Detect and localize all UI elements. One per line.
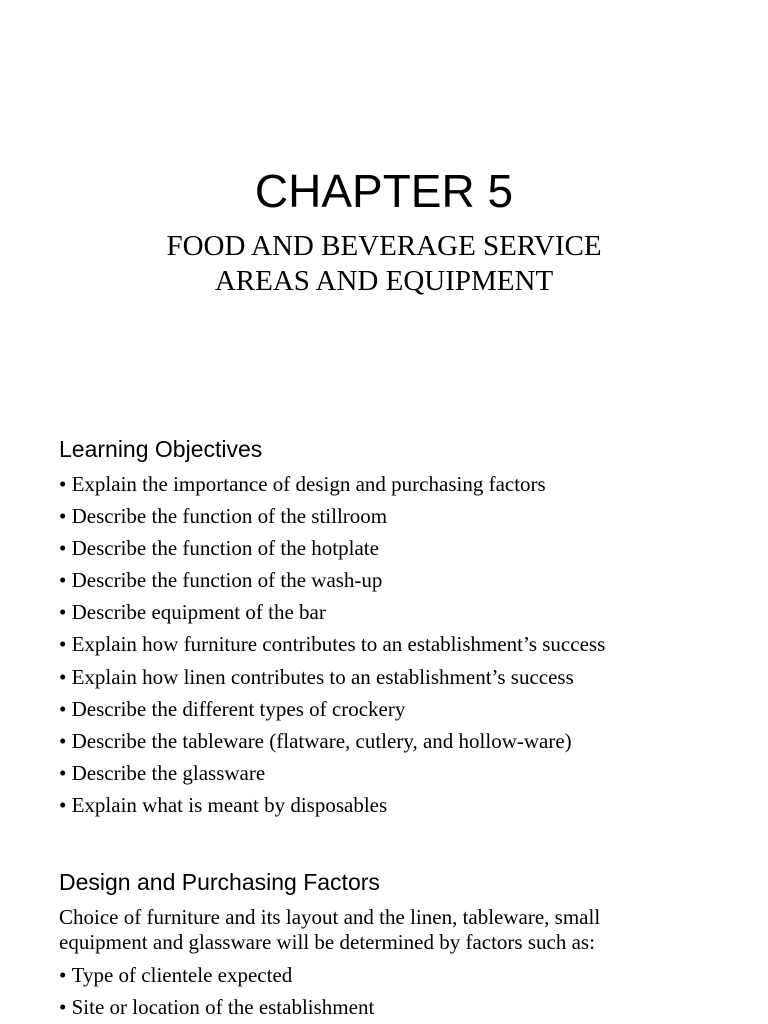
chapter-title: CHAPTER 5 — [254, 165, 514, 217]
chapter-subtitle — [0, 229, 768, 299]
list-item: • Explain what is meant by disposables — [59, 789, 605, 821]
list-item: • Explain how linen contributes to an establishment’s success — [59, 661, 605, 693]
list-item: • Site or location of the establishment — [59, 991, 374, 1023]
list-item: • Describe the function of the wash-up — [59, 564, 605, 596]
list-item: • Explain how furniture contributes to an establishment’s success — [59, 628, 605, 660]
design-purchasing-intro — [59, 905, 699, 955]
list-item: • Describe the function of the stillroom — [59, 500, 605, 532]
list-item: • Describe the tableware (flatware, cutlery, and hollow-ware) — [59, 725, 605, 757]
list-item: • Describe the glassware — [59, 757, 605, 789]
list-item: • Type of clientele expected — [59, 959, 374, 991]
list-item: • Explain the importance of design and purchasing factors — [59, 468, 605, 500]
paragraph-line: equipment and glassware will be determined by factors such as: — [59, 930, 595, 954]
list-item: • Describe the function of the hotplate — [59, 532, 605, 564]
paragraph-line: Choice of furniture and its layout and the linen, tableware, small — [59, 905, 601, 929]
list-item: • Describe equipment of the bar — [59, 596, 605, 628]
learning-objectives-heading: Learning Objectives — [59, 436, 263, 462]
learning-objectives-list — [59, 468, 605, 821]
chapter-subtitle-line: FOOD AND BEVERAGE SERVICE — [166, 230, 602, 262]
design-purchasing-heading: Design and Purchasing Factors — [59, 869, 380, 895]
chapter-subtitle-line: AREAS AND EQUIPMENT — [214, 265, 554, 297]
list-item: • Describe the different types of crockery — [59, 693, 605, 725]
design-factors-list — [59, 959, 374, 1023]
